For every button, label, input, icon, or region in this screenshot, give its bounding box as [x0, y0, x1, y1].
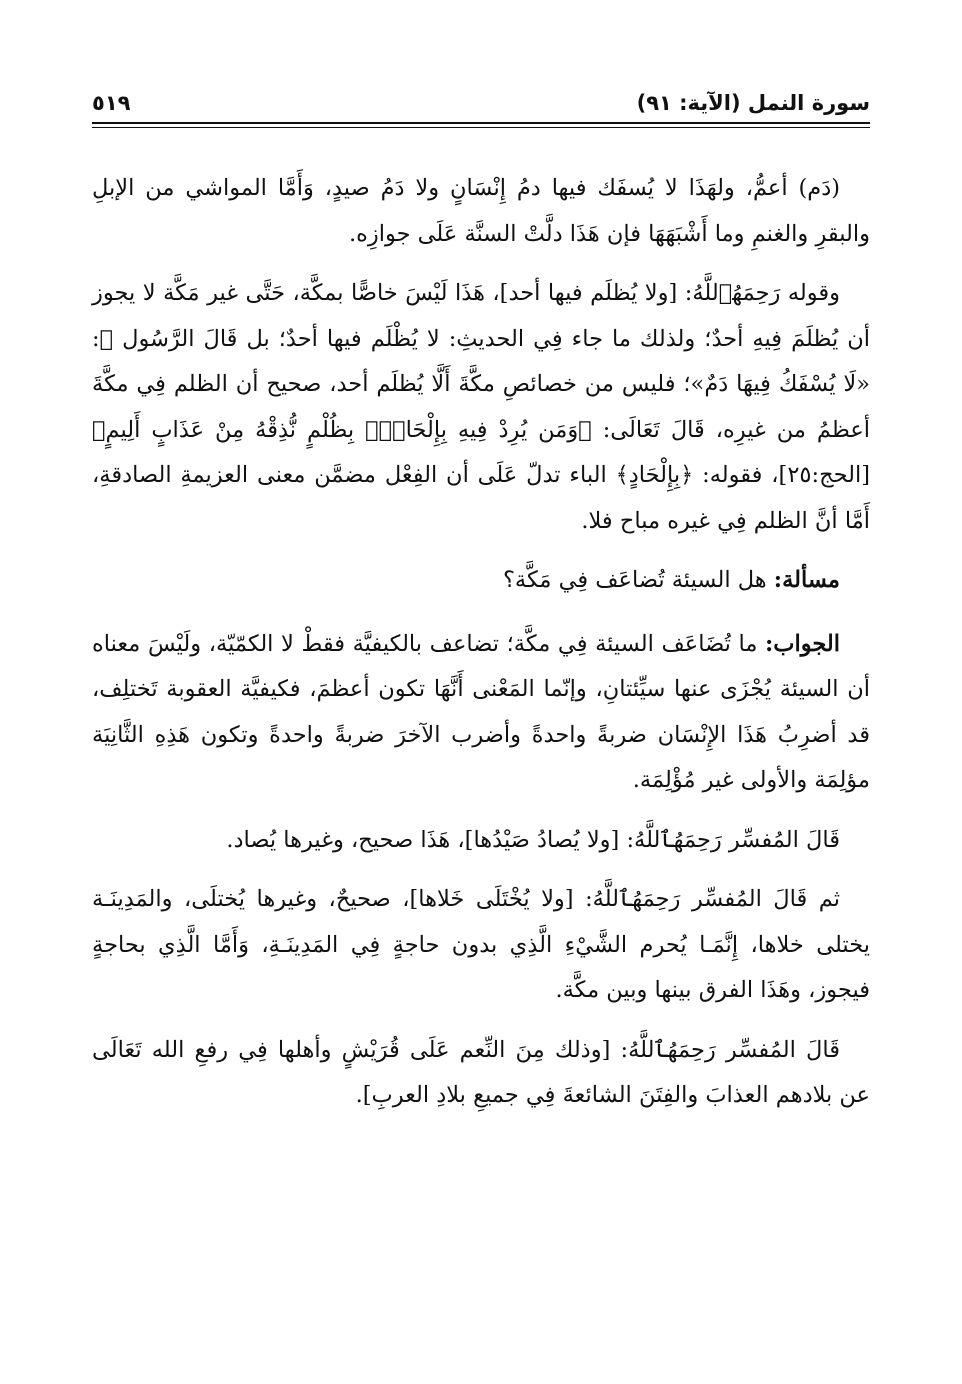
question-text: هل السيئة تُضاعَف فِي مَكَّة؟ [502, 567, 774, 593]
page-body [92, 166, 870, 1133]
paragraph [92, 877, 870, 1014]
page-number: ٥١٩ [92, 91, 131, 115]
question-paragraph [92, 558, 870, 604]
answer-paragraph [92, 622, 870, 804]
paragraph [92, 818, 870, 864]
answer-text: ما تُضَاعَف السيئة فِي مكَّة؛ تضاعف بالكيفيَّة فقطْ لا الكمّيّة، ولَيْسَ معناه أن السيئة يُجْزَى عنها سيِّئتانِ، وإنّما المَعْنى أَنَّهَا تكون أعظمَ، فكيفيَّة العقوبة تَختلِف، قد أضرِبُ هَذَا الإِنْسَان ضربةً واحدةً وأضرب الآخرَ ضربةً واحدةً وتكون هَذِهِ الثَّانِيَة مؤلِمَة والأولى غير مُؤْلِمَة. [92, 630, 870, 793]
answer-label: الجواب: [765, 630, 840, 657]
question-label: مسألة: [773, 567, 840, 593]
paragraph-text: (دَم) أعمُّ، ولهَذَا لا يُسفَك فيها دمُ إِنْسَانٍ ولا دَمُ صيدٍ، وَأَمَّا المواشي من الإبلِ والبقرِ والغنمِ وما أَشْبَهَهَا فإن هَذَا دلَّتْ السنَّة عَلَى جوازِه. [92, 175, 870, 247]
paragraph [92, 166, 870, 257]
paragraph [92, 271, 870, 544]
paragraph-text: ثم قَالَ المُفسِّر رَحِمَهُٱللَّهُ: [ولا يُخْتَلَى خَلاها]، صحيحٌ، وغيرها يُختلَى، والمَدِينَـة يختلى خلاها، إِنَّمَـا يُحرم الشَّيْءِ الَّذِي بدون حاجةٍ فِي المَدِينَـةِ، وَأَمَّا الَّذِي بحاجةٍ فيجوز، وهَذَا الفرق بينها وبين مكَّة. [92, 886, 870, 1003]
running-title: سورة النمل (الآية: ٩١) [636, 91, 870, 115]
paragraph-text: قَالَ المُفسِّر رَحِمَهُٱللَّهُ: [وذلك مِنَ النِّعم عَلَى قُرَيْشٍ وأهلها فِي رفعِ الله تَعَالَى عن بلادهم العذابَ والفِتَنَ الشائعةَ فِي جميعِ بلادِ العربِ]. [92, 1036, 870, 1108]
header-rule-thin [92, 127, 870, 128]
page-header [92, 88, 870, 118]
header-rule [92, 122, 870, 124]
paragraph-text: قَالَ المُفسِّر رَحِمَهُٱللَّهُ: [ولا يُصادُ صَيْدُها]، هَذَا صحيح، وغيرها يُصاد. [226, 826, 840, 853]
paragraph-text: وقوله رَحِمَهُٱللَّهُ: [ولا يُظلَم فيها أحد]، هَذَا لَيْسَ خاصًّا بمكَّة، حَتَّى غير مَكَّة لا يجوز أن يُظلَمَ فِيهِ أحدٌ؛ ولذلك ما جاء فِي الحديثِ: لا يُظْلَم فيها أحدٌ؛ بل قَالَ الرَّسُول ﷺ: «لَا يُسْفَكُ فِيهَا دَمٌ»؛ فليس من خصائصِ مكَّةَ أَلَّا يُظلَم أحد، صحيح أن الظلم فِي مكَّةَ أعظمُ من غيرِه، قَالَ تَعَالَى: ﴿وَمَن يُرِدْ فِيهِ بِإِلْحَادٍۭ بِظُلْمٍ نُّذِقْهُ مِنْ عَذَابٍ أَلِيمٍ﴾ [الحج:٢٥]، فقوله: ﴿بِإِلْحَادٍ﴾ الباء تدلّ عَلَى أن الفِعْل مضمَّن معنى العزيمةِ الصادقةِ، أَمَّا أنَّ الظلم فِي غيره مباح فلا. [92, 280, 870, 534]
paragraph [92, 1028, 870, 1119]
